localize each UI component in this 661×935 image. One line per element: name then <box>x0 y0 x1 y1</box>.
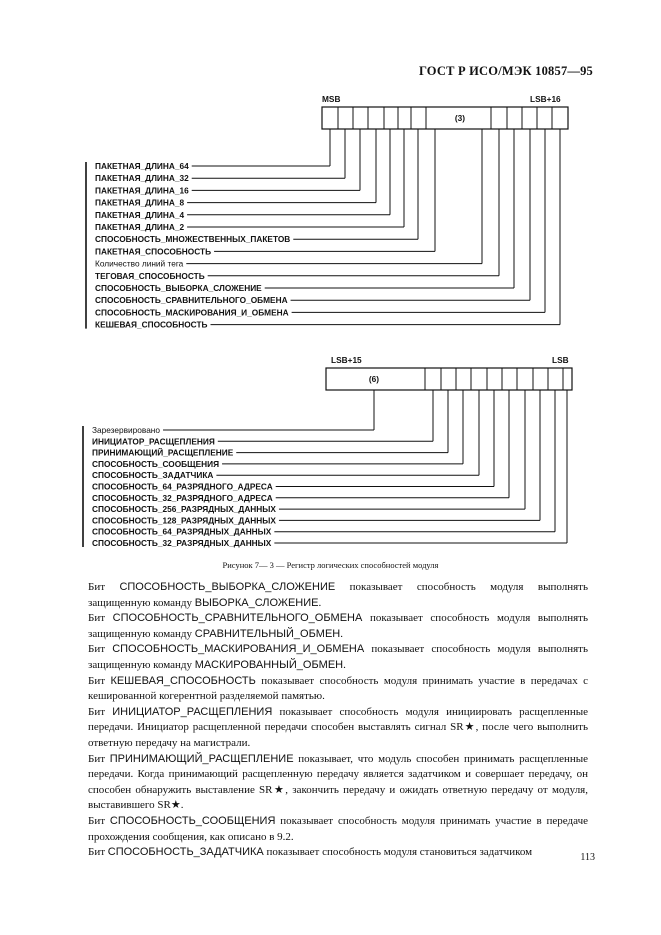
bit-label: СПОСОБНОСТЬ_МНОЖЕСТВЕННЫХ_ПАКЕТОВ <box>95 234 291 245</box>
bit-label: СПОСОБНОСТЬ_64_РАЗРЯДНОГО_АДРЕСА <box>92 481 273 492</box>
register-box <box>326 368 572 390</box>
bit-label: КЕШЕВАЯ_СПОСОБНОСТЬ <box>95 319 208 330</box>
paragraph: Бит СПОСОБНОСТЬ_МАСКИРОВАНИЯ_И_ОБМЕНА показывает способность модуля выполнять защищенную команду МАСКИРОВАННЫЙ_ОБМЕН. <box>88 643 588 671</box>
standard-header: ГОСТ Р ИСО/МЭК 10857—95 <box>418 64 593 78</box>
paragraph: Бит ИНИЦИАТОР_РАСЩЕПЛЕНИЯ показывает способность модуля инициировать расщепленные передачи. Инициатор расщепленной передачи способен выставлять сигнал SR★, после чего выполнить ответную передачу на магистрали. <box>88 705 588 749</box>
paragraph: Бит СПОСОБНОСТЬ_СООБЩЕНИЯ показывает способность модуля принимать участие в передаче прохождения сообщения, как описано в 9.2. <box>88 814 588 843</box>
bit-label: СПОСОБНОСТЬ_ВЫБОРКА_СЛОЖЕНИЕ <box>95 283 262 293</box>
bit-label: СПОСОБНОСТЬ_СООБЩЕНИЯ <box>92 458 220 469</box>
register-right-label: LSB <box>552 355 569 365</box>
register-2 <box>83 355 572 548</box>
bit-label: ПАКЕТНАЯ_ДЛИНА_64 <box>95 161 189 171</box>
register-field-label: (3) <box>454 113 466 123</box>
bit-label: СПОСОБНОСТЬ_ЗАДАТЧИКА <box>92 470 214 481</box>
bit-label: ПАКЕТНАЯ_ДЛИНА_8 <box>95 197 185 208</box>
bit-label: СПОСОБНОСТЬ_32_РАЗРЯДНОГО_АДРЕСА <box>92 492 273 503</box>
bit-label: ТЕГОВАЯ_СПОСОБНОСТЬ <box>95 270 205 281</box>
bit-label: ИНИЦИАТОР_РАСЩЕПЛЕНИЯ <box>92 436 215 447</box>
bit-label: Количество линий тега <box>95 258 184 269</box>
register-left-label: LSB+15 <box>331 355 362 365</box>
figure-caption: Рисунок 7— 3 — Регистр логических способностей модуля <box>222 560 439 570</box>
bit-label: СПОСОБНОСТЬ_128_РАЗРЯДНЫХ_ДАННЫХ <box>92 515 276 526</box>
bit-label: СПОСОБНОСТЬ_СРАВНИТЕЛЬНОГО_ОБМЕНА <box>95 295 288 306</box>
body-text <box>88 580 588 861</box>
paragraph: Бит ПРИНИМАЮЩИЙ_РАСЩЕПЛЕНИЕ показывает, что модуль способен принимать расщепленные передачи. Когда принимающий расщепленную передачу является задатчиком и совершает передачу, он способен обнаружить выставление SR★, закончить передачу и ожидать ответную передачу от модуля, выставившего SR★. <box>88 752 589 812</box>
paragraph: Бит СПОСОБНОСТЬ_СРАВНИТЕЛЬНОГО_ОБМЕНА показывает способность модуля выполнять защищенную команду СРАВНИТЕЛЬНЫЙ_ОБМЕН. <box>88 612 588 640</box>
bit-label: ПАКЕТНАЯ_ДЛИНА_16 <box>95 185 189 196</box>
paragraph: Бит КЕШЕВАЯ_СПОСОБНОСТЬ показывает способность модуля принимать участие в передачах с кешированной когерентной разделяемой памятью. <box>88 674 588 703</box>
bit-label: СПОСОБНОСТЬ_64_РАЗРЯДНЫХ_ДАННЫХ <box>92 526 272 537</box>
register-1 <box>86 94 568 330</box>
register-left-label: MSB <box>322 94 341 104</box>
bit-label: ПАКЕТНАЯ_СПОСОБНОСТЬ <box>95 246 212 257</box>
register-right-label: LSB+16 <box>530 94 561 104</box>
bit-label: ПАКЕТНАЯ_ДЛИНА_4 <box>95 209 185 220</box>
bit-label: ПАКЕТНАЯ_ДЛИНА_2 <box>95 222 185 232</box>
bit-label: Зарезервировано <box>92 425 161 435</box>
register-box <box>322 107 568 129</box>
bit-label: ПРИНИМАЮЩИЙ_РАСЩЕПЛЕНИЕ <box>92 447 234 458</box>
bit-label: ПАКЕТНАЯ_ДЛИНА_32 <box>95 173 189 184</box>
paragraph: Бит СПОСОБНОСТЬ_ВЫБОРКА_СЛОЖЕНИЕ показывает способность модуля выполнять защищенную команду ВЫБОРКА_СЛОЖЕНИЕ. <box>88 581 588 609</box>
paragraph: Бит СПОСОБНОСТЬ_ЗАДАТЧИКА показывает способность модуля становиться задатчиком <box>88 846 533 859</box>
bit-label: СПОСОБНОСТЬ_256_РАЗРЯДНЫХ_ДАННЫХ <box>92 504 276 515</box>
register-field-label: (6) <box>368 374 380 384</box>
bit-label: СПОСОБНОСТЬ_МАСКИРОВАНИЯ_И_ОБМЕНА <box>95 307 289 318</box>
page-number: 113 <box>580 852 595 863</box>
bit-label: СПОСОБНОСТЬ_32_РАЗРЯДНЫХ_ДАННЫХ <box>92 538 272 548</box>
